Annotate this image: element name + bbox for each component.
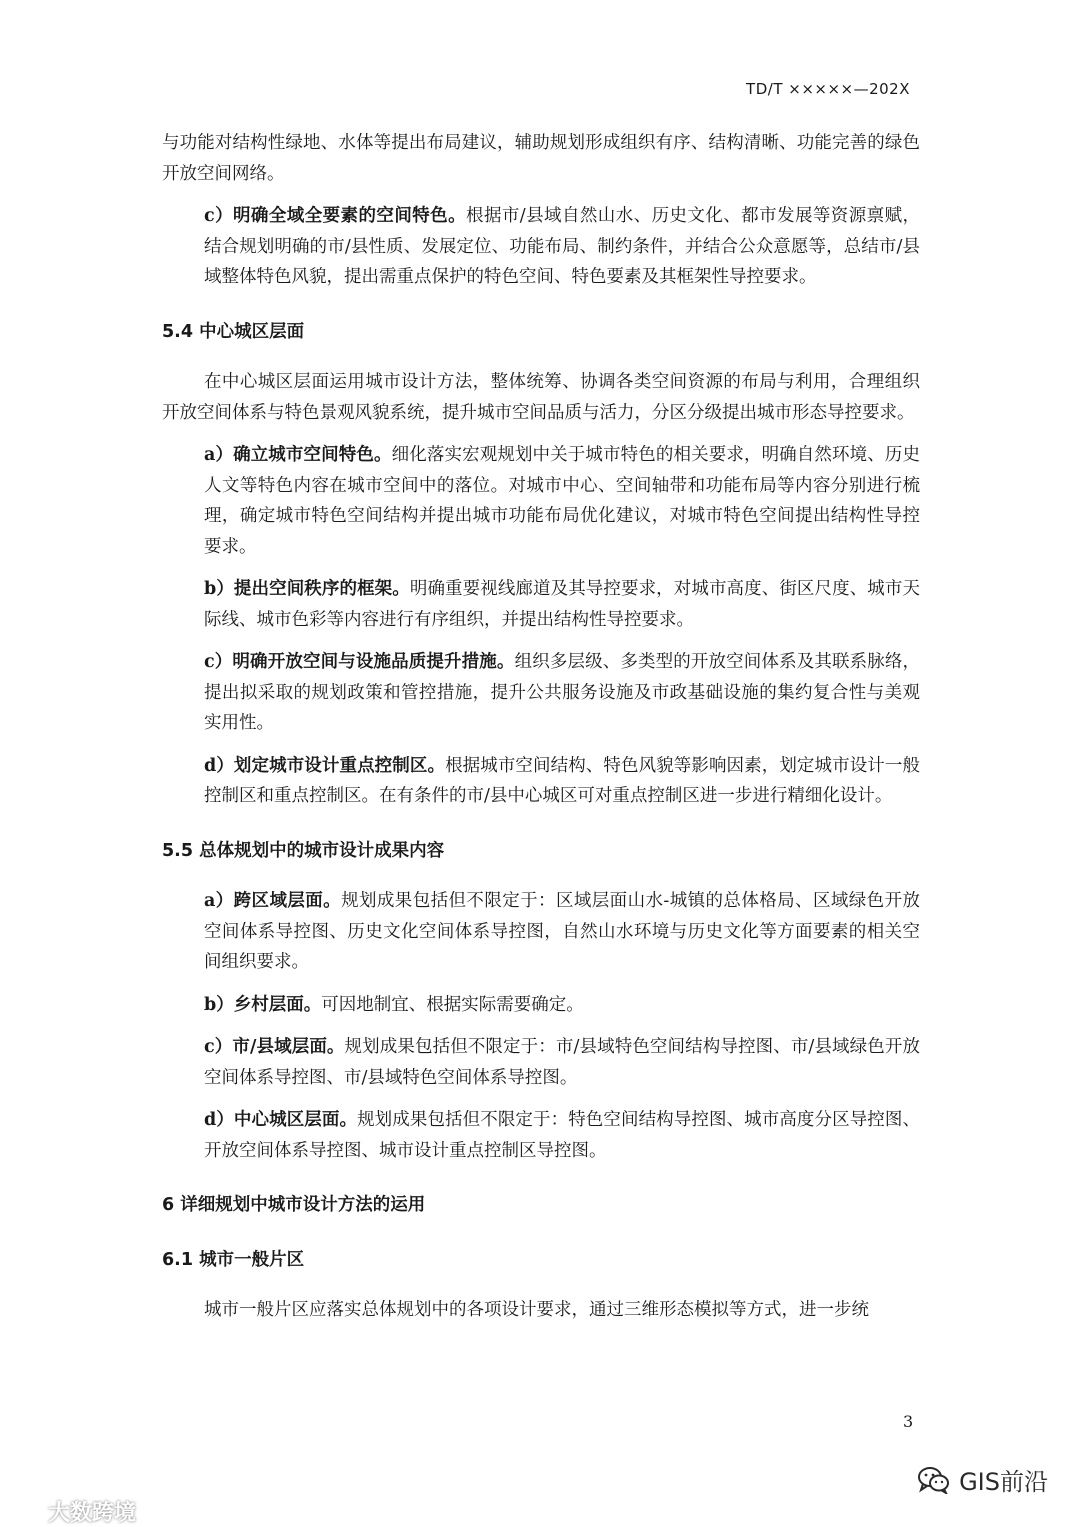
watermark-left-text: 大数跨境 [48,1501,137,1526]
list-item-label: a）确立城市空间特色。 [204,445,392,465]
list-item-d-central-city [162,1105,920,1166]
document-code: TD/T ×××××—202X [746,80,910,98]
watermark-right [917,1462,1048,1497]
page-number: 3 [903,1412,914,1431]
wechat-icon [917,1466,951,1494]
list-item-text: 明确重要视线廊道及其导控要求，对城市高度、街区尺度、城市天际线、城市色彩等内容进行有序组织，并提出结构性导控要求。 [204,579,920,630]
paragraph-continued: 与功能对结构性绿地、水体等提出布局建议，辅助规划形成组织有序、结构清晰、功能完善的绿色开放空间网络。 [162,133,920,184]
list-item-label: c）明确全域全要素的空间特色。 [204,206,467,226]
list-item-b-spatial-order [162,574,920,635]
watermark-right-text: GIS前沿 [959,1468,1048,1496]
list-item-text: 根据城市空间结构、特色风貌等影响因素，划定城市设计一般控制区和重点控制区。在有条件的市/县中心城区可对重点控制区进一步进行精细化设计。 [204,755,920,806]
infinity-logo-icon [6,1502,42,1522]
list-item-text: 组织多层级、多类型的开放空间体系及其联系脉络，提出拟采取的规划政策和管控措施，提升公共服务设施及市政基础设施的集约复合性与美观实用性。 [204,652,920,733]
list-item-text: 根据市/县域自然山水、历史文化、都市发展等资源禀赋，结合规划明确的市/县性质、发展定位、功能布局、制约条件，并结合公众意愿等，总结市/县域整体特色风貌，提出需重点保护的特色空间、特色要素及其框架性导控要求。 [204,206,920,287]
list-item-label: d）中心城区层面。 [204,1110,358,1130]
list-item-text: 规划成果包括但不限定于：市/县域特色空间结构导控图、市/县域绿色开放空间体系导控图、市/县域特色空间体系导控图。 [204,1037,920,1088]
list-item-text: 规划成果包括但不限定于：特色空间结构导控图、城市高度分区导控图、开放空间体系导控图、城市设计重点控制区导控图。 [204,1110,920,1161]
list-item-c-spatial-features [162,201,920,293]
section-heading-6-1: 6.1 城市一般片区 [162,1249,305,1270]
paragraph-general-district: 城市一般片区应落实总体规划中的各项设计要求，通过三维形态模拟等方式，进一步统 [204,1300,869,1320]
list-item-label: c）明确开放空间与设施品质提升措施。 [204,652,515,672]
list-item-text: 可因地制宜、根据实际需要确定。 [321,994,584,1015]
document-body [162,128,920,1326]
list-item-text: 规划成果包括但不限定于：区域层面山水-城镇的总体格局、区域绿色开放空间体系导控图、历史文化空间体系导控图，自然山水环境与历史文化等方面要素的相关空间组织要求。 [204,891,920,972]
list-item-text: 细化落实宏观规划中关于城市特色的相关要求，明确自然环境、历史人文等特色内容在城市空间中的落位。对城市中心、空间轴带和功能布局等内容分别进行梳理，确定城市特色空间结构并提出城市功能布局优化建议，对城市特色空间提出结构性导控要求。 [204,445,920,557]
watermark-left [6,1496,136,1527]
paragraph-central-city: 在中心城区层面运用城市设计方法，整体统筹、协调各类空间资源的布局与利用，合理组织开放空间体系与特色景观风貌系统，提升城市空间品质与活力，分区分级提出城市形态导控要求。 [162,372,920,423]
list-item-label: b）提出空间秩序的框架。 [204,579,410,599]
list-item-label: b）乡村层面。 [204,994,322,1015]
section-heading-5-5: 5.5 总体规划中的城市设计成果内容 [162,840,445,861]
list-item-d-control-zones [162,751,920,812]
list-item-c-open-space [162,647,920,739]
list-item-c-county [162,1032,920,1093]
list-item-label: d）划定城市设计重点控制区。 [204,755,446,776]
list-item-a-city-features [162,440,920,562]
list-item-label: c）市/县域层面。 [204,1037,345,1057]
list-item-a-cross-region [162,886,920,978]
section-heading-5-4: 5.4 中心城区层面 [162,321,305,342]
list-item-label: a）跨区域层面。 [204,891,342,911]
list-item-b-rural [162,990,920,1021]
section-heading-6: 6 详细规划中城市设计方法的运用 [162,1195,426,1215]
